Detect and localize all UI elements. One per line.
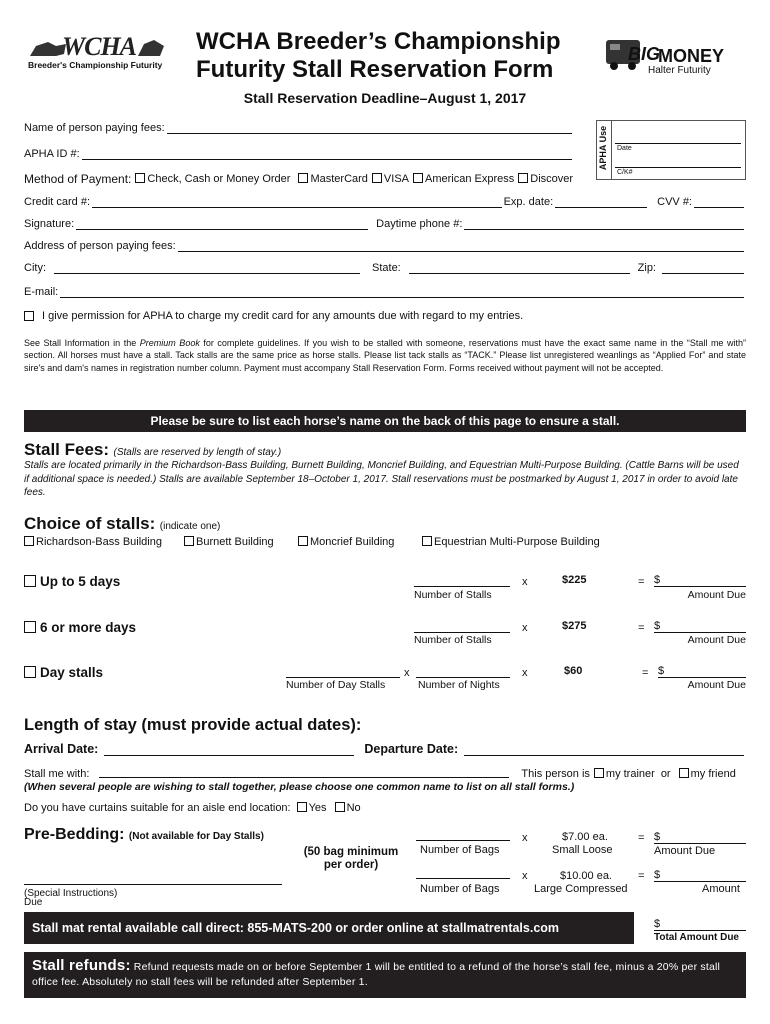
method-amex-label: American Express: [425, 173, 515, 185]
stall-with-label: Stall me with:: [24, 768, 90, 780]
prebedding-subtitle: (Not available for Day Stalls): [128, 831, 264, 842]
premium-book-link: Premium Book: [139, 338, 200, 348]
stall-with-field[interactable]: [99, 770, 509, 778]
fee-day-stalls-checkbox[interactable]: [24, 666, 36, 678]
address-label: Address of person paying fees:: [24, 240, 176, 252]
fee-day-stalls-label[interactable]: [24, 665, 103, 680]
email-label: E-mail:: [24, 286, 59, 298]
prebedding-minimum: (50 bag minimum per order): [303, 846, 399, 871]
curtains-no-checkbox[interactable]: [335, 802, 345, 812]
stall-mat-banner-text: Stall mat rental available call direct: 855-MATS-200 or order online at stallmatrentals.com: [32, 921, 560, 935]
signature-row: [24, 218, 746, 230]
total-amount-label: Total Amount Due: [654, 932, 739, 943]
trainer-option[interactable]: [594, 768, 655, 780]
fee-day-stalls-amount-label: Amount Due: [687, 679, 746, 691]
exp-label: Exp. date:: [503, 196, 554, 208]
option-moncrief-checkbox[interactable]: [298, 536, 308, 546]
phone-label: Daytime phone #:: [376, 218, 463, 230]
stall-refunds-banner: [24, 952, 746, 998]
prebedding-large-bags-label: Number of Bags: [420, 883, 500, 895]
option-richardson-bass[interactable]: [24, 536, 162, 548]
option-burnett[interactable]: [184, 536, 274, 548]
special-instructions-field[interactable]: [24, 884, 282, 885]
curtains-row: [24, 802, 746, 814]
option-burnett-label: Burnett Building: [196, 536, 274, 548]
fee-day-stalls-x2: x: [522, 667, 528, 679]
title-line-1: WCHA Breeder’s Championship: [196, 28, 561, 55]
fee-6-more-eq: =: [638, 622, 645, 634]
title-line-2: Futurity Stall Reservation Form: [196, 56, 554, 83]
fee-6-more-qty-field[interactable]: [414, 632, 510, 633]
curtains-no-label: No: [346, 802, 361, 814]
stay-title: Length of stay (must provide actual dates):: [24, 716, 362, 734]
page-title: [196, 28, 586, 84]
address-row: [24, 240, 746, 252]
arrival-field[interactable]: [104, 746, 354, 756]
curtains-no[interactable]: [335, 802, 361, 814]
method-check[interactable]: [135, 173, 290, 185]
city-row: [24, 262, 746, 274]
friend-label: my friend: [690, 768, 736, 780]
fee-row-6-or-more: [24, 620, 746, 656]
prebedding-small-x: x: [522, 832, 528, 844]
method-visa[interactable]: [372, 173, 409, 185]
horse-name-banner-text: Please be sure to list each horse’s name on the back of this page to ensure a stall.: [150, 414, 620, 428]
stall-refunds-title: Stall refunds:: [32, 957, 131, 974]
departure-field[interactable]: [464, 746, 744, 756]
prebedding-small-dollar: $: [654, 831, 661, 843]
wcha-logo: [26, 34, 170, 74]
stall-refunds-body: Refund requests made on or before September 1 will be entitled to a refund of the horse’s stall fee, minus a 20% per stall office fee. Absolutely no stall fees will be refunded after September 1.: [32, 961, 721, 988]
option-equestrian[interactable]: [422, 536, 600, 548]
prebedding-large-bags-field[interactable]: [416, 878, 510, 879]
info-text-1: See Stall Information in the: [24, 338, 140, 348]
apha-id-label: APHA ID #:: [24, 148, 80, 160]
name-field[interactable]: [167, 124, 572, 134]
fee-day-stalls-dollar: $: [658, 665, 665, 677]
fee-6-more-text: 6 or more days: [40, 620, 137, 635]
trainer-label: my trainer: [605, 768, 655, 780]
fee-day-stalls-price: $60: [564, 665, 583, 677]
fee-day-stalls-nights-field[interactable]: [416, 677, 510, 678]
this-person-label: This person is: [521, 768, 590, 780]
fee-up-to-5-eq: =: [638, 576, 645, 588]
option-burnett-checkbox[interactable]: [184, 536, 194, 546]
info-text-2: for complete guidelines. If you wish to be stalled with someone, reservations must have the exact same name in the “Stall me with” section. All horses must have a stall. Tack stalls are the same price as horse stalls. Please list tack stalls as “TACK.” Please list unregistered weanlings as “Applied For” and state sire's and dam's names in registration number column. Payment must accompany Stall Reservation Form. Forms received without payment will not be accepted.: [24, 338, 746, 373]
fee-day-stalls-text: Day stalls: [40, 665, 104, 680]
fee-row-up-to-5-days: [24, 574, 746, 610]
special-instructions-label: (Special Instructions): [24, 888, 118, 899]
trainer-checkbox[interactable]: [594, 768, 604, 778]
stall-fees-title: Stall Fees:: [24, 440, 110, 459]
total-dollar: $: [654, 918, 661, 930]
stall-fees-heading: [24, 440, 281, 460]
method-label: Method of Payment:: [24, 172, 132, 186]
bigmoney-money: MONEY: [658, 46, 725, 66]
name-row: [24, 122, 574, 134]
stall-with-row: [24, 768, 746, 780]
method-amex[interactable]: [413, 173, 514, 185]
method-discover-label: Discover: [530, 173, 574, 185]
prebedding-small-eq: =: [638, 832, 645, 844]
fee-6-more-amount-field[interactable]: [654, 632, 746, 633]
stall-mat-banner: [24, 912, 634, 944]
prebedding-small-bags-field[interactable]: [416, 840, 510, 841]
fee-day-stalls-qty-field[interactable]: [286, 677, 400, 678]
fee-up-to-5-checkbox[interactable]: [24, 575, 36, 587]
credit-card-label: Credit card #:: [24, 196, 91, 208]
state-label: State:: [372, 262, 401, 274]
prebedding-small-amount-label: Amount Due: [654, 845, 716, 857]
method-mastercard[interactable]: [298, 173, 367, 185]
or-text: or: [660, 768, 671, 780]
horse-name-banner: [24, 410, 746, 432]
prebedding-small-price: $7.00 ea.: [562, 831, 608, 843]
phone-field[interactable]: [464, 220, 744, 230]
method-check-checkbox[interactable]: [135, 173, 145, 183]
fee-up-to-5-amount-field[interactable]: [654, 586, 746, 587]
curtains-yes-label: Yes: [308, 802, 327, 814]
fee-day-stalls-x1: x: [404, 667, 410, 679]
method-check-label: Check, Cash or Money Order: [147, 173, 291, 185]
apha-date-label: Date: [617, 145, 632, 152]
prebedding-heading: [24, 826, 264, 844]
apha-ck-label: C/K#: [617, 169, 633, 176]
stall-info-paragraph: [24, 337, 746, 374]
prebedding-small-amount-field[interactable]: [654, 843, 746, 844]
state-field[interactable]: [409, 264, 630, 274]
prebedding-large-dollar: $: [654, 869, 661, 881]
friend-option[interactable]: [679, 768, 736, 780]
curtains-question: Do you have curtains suitable for an aisle end location:: [24, 802, 291, 814]
option-richardson-bass-checkbox[interactable]: [24, 536, 34, 546]
fee-6-more-label[interactable]: [24, 620, 136, 635]
wcha-logo-sub: Breeder's Championship Futurity: [28, 60, 163, 70]
curtains-yes-checkbox[interactable]: [297, 802, 307, 812]
total-amount-field[interactable]: [654, 930, 746, 931]
method-visa-label: VISA: [383, 173, 409, 185]
cvv-field[interactable]: [694, 198, 744, 208]
fee-up-to-5-dollar: $: [654, 574, 661, 586]
fee-up-to-5-x: x: [522, 576, 528, 588]
fee-6-more-checkbox[interactable]: [24, 621, 36, 633]
address-field[interactable]: [178, 242, 744, 252]
option-equestrian-label: Equestrian Multi-Purpose Building: [434, 536, 600, 548]
stall-together-note: (When several people are wishing to stall together, please choose one common name to list on all stall forms.): [24, 781, 575, 793]
apha-id-field[interactable]: [82, 150, 572, 160]
special-due-label: Due: [24, 897, 43, 908]
bigmoney-big: BIG: [628, 44, 661, 64]
apha-use-label: APHA Use: [598, 125, 609, 171]
method-mastercard-label: MasterCard: [310, 173, 368, 185]
apha-use-box: [596, 120, 746, 180]
dates-row: [24, 742, 746, 756]
zip-field[interactable]: [662, 264, 744, 274]
email-row: [24, 286, 746, 298]
apha-id-row: [24, 148, 574, 160]
zip-label: Zip:: [637, 262, 656, 274]
signature-field[interactable]: [76, 220, 368, 230]
email-field[interactable]: [60, 288, 744, 298]
prebedding-large-price: $10.00 ea.: [560, 870, 612, 882]
fee-up-to-5-label[interactable]: [24, 574, 120, 589]
fee-up-to-5-qty-label: Number of Stalls: [414, 589, 492, 601]
fee-6-more-amount-label: Amount Due: [687, 634, 746, 646]
prebedding-large-eq: =: [638, 870, 645, 882]
fee-up-to-5-price: $225: [562, 574, 587, 586]
fee-6-more-price: $275: [562, 620, 587, 632]
option-moncrief[interactable]: [298, 536, 394, 548]
payment-method-row: [24, 172, 746, 186]
permission-text: I give permission for APHA to charge my credit card for any amounts due with regard to my entries.: [42, 310, 524, 322]
prebedding-title: Pre-Bedding:: [24, 826, 125, 843]
name-label: Name of person paying fees:: [24, 122, 165, 134]
choice-hint: (indicate one): [159, 521, 221, 532]
stall-fees-body: Stalls are located primarily in the Richardson-Bass Building, Burnett Building, Moncrief Building, and Equestrian Multi-Purpose Building. (Cattle Barns will be used if additional space is needed.) Stalls are available September 18–October 1, 2017. Stall reservations must be postmarked by August 1, 2017 in order to avoid late fees.: [24, 460, 739, 498]
fee-row-day-stalls: [24, 665, 746, 701]
bigmoney-sub: Halter Futurity: [648, 65, 711, 76]
permission-checkbox[interactable]: [24, 311, 34, 321]
option-equestrian-checkbox[interactable]: [422, 536, 432, 546]
city-field[interactable]: [54, 264, 360, 274]
fee-6-more-x: x: [522, 622, 528, 634]
curtains-yes[interactable]: [297, 802, 327, 814]
credit-card-field[interactable]: [92, 198, 502, 208]
permission-row: [24, 310, 746, 322]
fee-day-stalls-nights-label: Number of Nights: [418, 679, 500, 691]
prebedding-large-x: x: [522, 870, 528, 882]
fee-day-stalls-amount-field[interactable]: [658, 677, 746, 678]
option-richardson-bass-label: Richardson-Bass Building: [36, 536, 162, 548]
cvv-label: CVV #:: [657, 196, 692, 208]
exp-field[interactable]: [555, 198, 647, 208]
method-mastercard-checkbox[interactable]: [298, 173, 308, 183]
fee-up-to-5-text: Up to 5 days: [40, 574, 121, 589]
method-amex-checkbox[interactable]: [413, 173, 423, 183]
wcha-logo-text: WCHA: [62, 32, 137, 61]
prebedding-large-label: Large Compressed: [534, 883, 628, 895]
credit-card-row: [24, 196, 746, 208]
prebedding-small-label: Small Loose: [552, 844, 613, 856]
choice-title: Choice of stalls:: [24, 514, 156, 533]
fee-day-stalls-qty-label: Number of Day Stalls: [286, 679, 386, 691]
bigmoney-logo: [604, 32, 740, 78]
fee-up-to-5-amount-label: Amount Due: [687, 589, 746, 601]
choice-heading: [24, 514, 220, 534]
fee-day-stalls-eq: =: [642, 667, 649, 679]
prebedding-large-amount-label: Amount: [702, 883, 740, 895]
prebedding-large-amount-field[interactable]: [654, 881, 746, 882]
option-moncrief-label: Moncrief Building: [310, 536, 395, 548]
departure-label: Departure Date:: [364, 742, 459, 756]
signature-label: Signature:: [24, 218, 75, 230]
fee-up-to-5-qty-field[interactable]: [414, 586, 510, 587]
method-discover-checkbox[interactable]: [518, 173, 528, 183]
method-discover[interactable]: [518, 173, 573, 185]
method-visa-checkbox[interactable]: [372, 173, 382, 183]
city-label: City:: [24, 262, 46, 274]
friend-checkbox[interactable]: [679, 768, 689, 778]
deadline-heading: Stall Reservation Deadline–August 1, 2017: [243, 90, 527, 106]
fee-6-more-dollar: $: [654, 620, 661, 632]
arrival-label: Arrival Date:: [24, 742, 99, 756]
prebedding-small-bags-label: Number of Bags: [420, 844, 500, 856]
fee-6-more-qty-label: Number of Stalls: [414, 634, 492, 646]
stall-fees-subtitle: (Stalls are reserved by length of stay.): [113, 447, 282, 458]
